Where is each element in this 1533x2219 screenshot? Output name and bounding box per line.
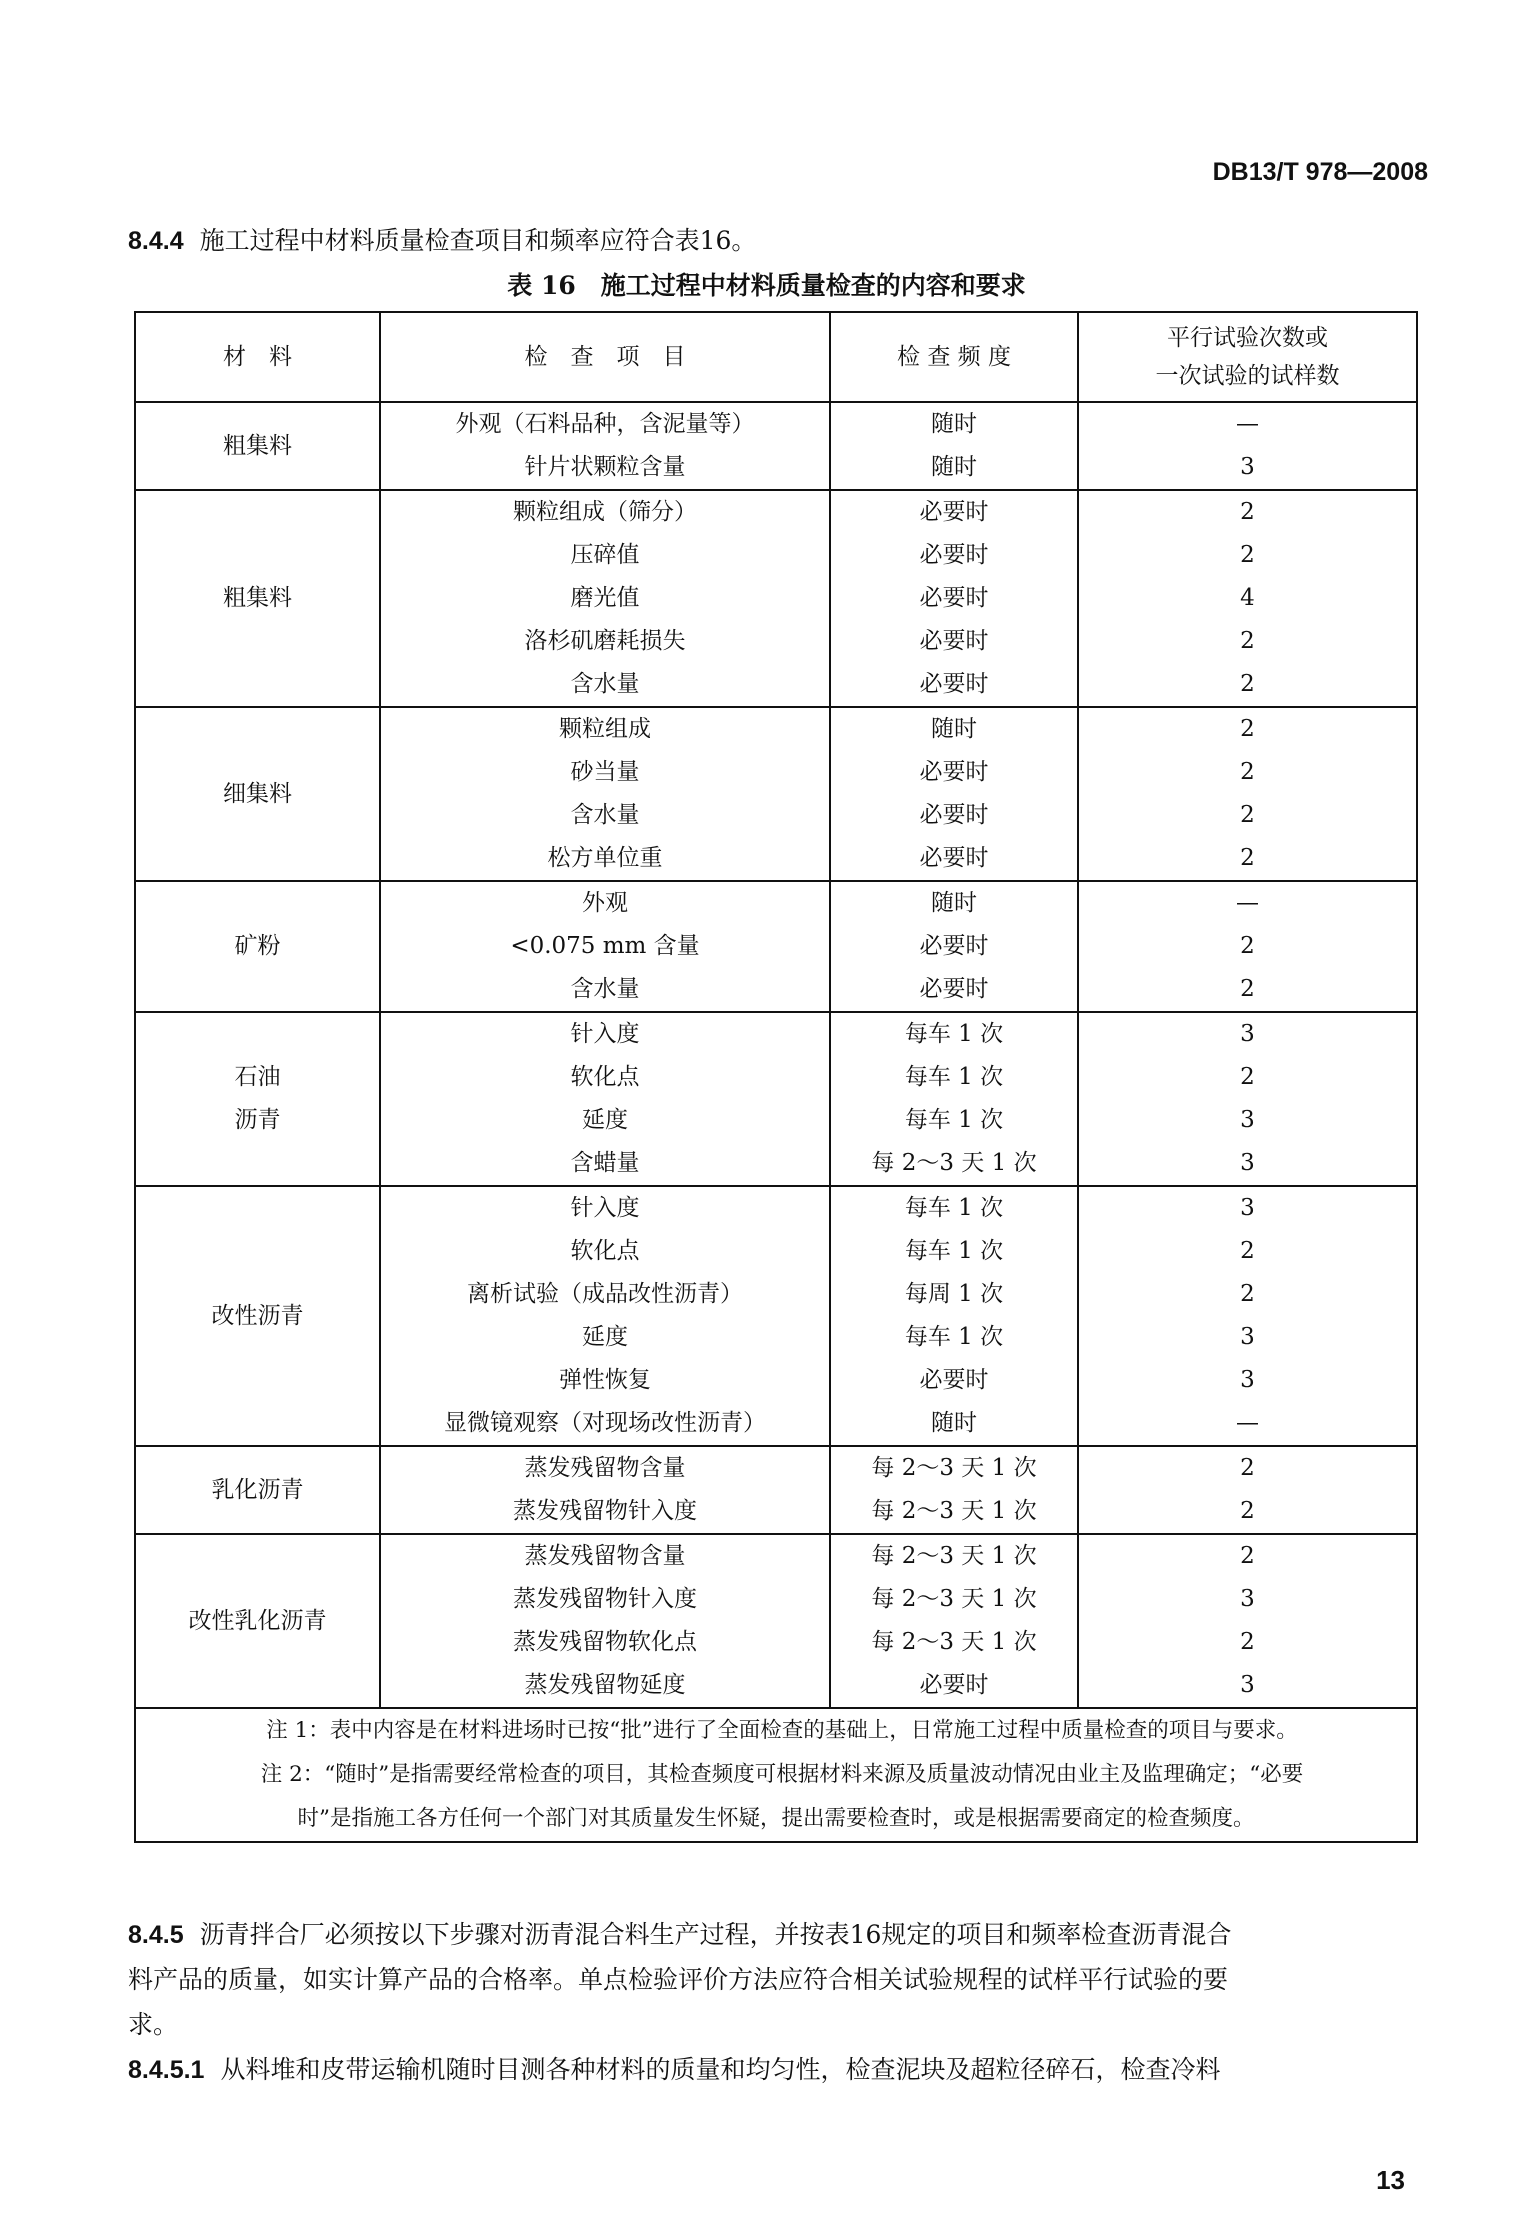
frequency-cell [830, 1446, 1078, 1534]
table-row-group [135, 1534, 1417, 1708]
freq-text: 必要时 [919, 1367, 989, 1393]
frequency-cell [830, 881, 1078, 1012]
count-cell [1078, 1186, 1417, 1446]
table-row-group [135, 1012, 1417, 1186]
frequency-cell [830, 402, 1078, 490]
item-cell [380, 1446, 830, 1534]
frequency-cell [830, 1534, 1078, 1708]
count-cell [1078, 1446, 1417, 1534]
count-text: 3 [1240, 1672, 1255, 1698]
table-row-group [135, 1446, 1417, 1534]
freq-text: 必要时 [919, 845, 989, 871]
count-cell [1078, 490, 1417, 707]
frequency-cell [830, 1186, 1078, 1446]
freq-text: 必要时 [919, 1672, 989, 1698]
count-text: 2 [1240, 628, 1255, 654]
count-text: 2 [1240, 759, 1255, 785]
freq-text: 每 2～3 天 1 次 [871, 1150, 1037, 1176]
count-text: — [1236, 890, 1259, 916]
count-cell [1078, 1012, 1417, 1186]
table-notes-row [135, 1708, 1417, 1842]
count-text: 2 [1240, 1064, 1255, 1090]
count-text: 2 [1240, 1238, 1255, 1264]
material-line2: 沥青 [234, 1107, 281, 1133]
item-cell [380, 1534, 830, 1708]
header-item: 检 查 项 目 [380, 312, 830, 402]
count-text: 2 [1240, 845, 1255, 871]
clause-number: 8.4.4 [128, 227, 184, 255]
frequency-cell [830, 1012, 1078, 1186]
table-notes [135, 1708, 1417, 1842]
count-text: 3 [1240, 1021, 1255, 1047]
clause-number: 8.4.5 [128, 1921, 184, 1949]
clause-text: 从料堆和皮带运输机随时目测各种材料的质量和均匀性，检查泥块及超粒径碎石，检查冷料 [220, 2055, 1221, 2084]
material-cell: 矿粉 [135, 881, 380, 1012]
freq-text: 随时 [931, 716, 977, 742]
count-text: 2 [1240, 1543, 1255, 1569]
table-row-group [135, 490, 1417, 707]
item-text: 含水量 [570, 802, 640, 828]
table-row-group [135, 707, 1417, 881]
frequency-cell [830, 707, 1078, 881]
item-cell [380, 402, 830, 490]
header-sample-count [1078, 312, 1417, 402]
clause-number: 8.4.5.1 [128, 2056, 205, 2084]
count-text: 2 [1240, 716, 1255, 742]
freq-text: 必要时 [919, 542, 989, 568]
item-text: 压碎值 [570, 542, 640, 568]
clause-8-4-4 [128, 218, 1418, 264]
header-count-line2: 一次试验的试样数 [1155, 363, 1340, 389]
item-text: <0.075 mm 含量 [510, 933, 700, 959]
item-text: 蒸发残留物延度 [524, 1672, 686, 1698]
freq-text: 必要时 [919, 976, 989, 1002]
freq-text: 必要时 [919, 585, 989, 611]
material-cell: 粗集料 [135, 402, 380, 490]
count-text: — [1236, 411, 1259, 437]
item-text: 软化点 [570, 1238, 640, 1264]
count-text: 2 [1240, 976, 1255, 1002]
item-text: 磨光值 [570, 585, 640, 611]
item-text: 针入度 [570, 1021, 640, 1047]
inspection-table [134, 311, 1418, 1843]
note-2-line1: 注 2：“随时”是指需要经常检查的项目，其检查频度可根据材料来源及质量波动情况由业主及监理确定；“必要 [260, 1762, 1304, 1787]
item-cell [380, 707, 830, 881]
item-text: 含水量 [570, 671, 640, 697]
count-text: 3 [1240, 1195, 1255, 1221]
table-title: 表 16 施工过程中材料质量检查的内容和要求 [507, 271, 1026, 300]
standard-code: DB13/T 978—2008 [1212, 158, 1428, 186]
item-text: 延度 [582, 1324, 628, 1350]
freq-text: 随时 [931, 454, 977, 480]
count-text: 2 [1240, 1629, 1255, 1655]
item-text: 弹性恢复 [559, 1367, 651, 1393]
clause-8-4-5-line2: 料产品的质量，如实计算产品的合格率。单点检验评价方法应符合相关试验规程的试样平行试验的要 [128, 1965, 1229, 1994]
item-text: 颗粒组成（筛分） [513, 499, 697, 525]
freq-text: 随时 [931, 890, 977, 916]
clause-8-4-5-1 [128, 2047, 1418, 2093]
item-text: 蒸发残留物软化点 [513, 1629, 697, 1655]
count-cell [1078, 707, 1417, 881]
item-text: 蒸发残留物含量 [524, 1543, 686, 1569]
item-text: 蒸发残留物针入度 [513, 1586, 697, 1612]
item-text: 蒸发残留物针入度 [513, 1498, 697, 1524]
item-text: 砂当量 [570, 759, 640, 785]
count-text: 2 [1240, 499, 1255, 525]
count-text: 2 [1240, 542, 1255, 568]
material-cell: 细集料 [135, 707, 380, 881]
count-text: 3 [1240, 1367, 1255, 1393]
material-cell: 改性沥青 [135, 1186, 380, 1446]
clause-8-4-5-line1 [128, 1912, 1418, 1958]
material-line1: 石油 [234, 1064, 281, 1090]
freq-text: 每车 1 次 [904, 1107, 1004, 1133]
clause-text: 沥青拌合厂必须按以下步骤对沥青混合料生产过程，并按表16规定的项目和频率检查沥青混合 [199, 1920, 1232, 1949]
item-text: 颗粒组成 [559, 716, 651, 742]
table-row-group [135, 881, 1417, 1012]
item-text: 软化点 [570, 1064, 640, 1090]
item-text: 含水量 [570, 976, 640, 1002]
item-text: 离析试验（成品改性沥青） [467, 1281, 743, 1307]
item-text: 蒸发残留物含量 [524, 1455, 686, 1481]
count-text: 2 [1240, 933, 1255, 959]
freq-text: 每 2～3 天 1 次 [871, 1455, 1037, 1481]
item-text: 显微镜观察（对现场改性沥青） [444, 1410, 766, 1436]
count-text: 3 [1240, 1107, 1255, 1133]
count-text: 2 [1240, 802, 1255, 828]
freq-text: 随时 [931, 1410, 977, 1436]
item-text: 含蜡量 [570, 1150, 640, 1176]
freq-text: 必要时 [919, 628, 989, 654]
count-cell [1078, 402, 1417, 490]
freq-text: 每 2～3 天 1 次 [871, 1629, 1037, 1655]
material-cell [135, 1012, 380, 1186]
header-count-line1: 平行试验次数或 [1167, 325, 1328, 351]
material-cell: 乳化沥青 [135, 1446, 380, 1534]
count-text: 2 [1240, 671, 1255, 697]
count-text: 3 [1240, 1586, 1255, 1612]
item-cell [380, 881, 830, 1012]
note-1: 注 1：表中内容是在材料进场时已按“批”进行了全面检查的基础上，日常施工过程中质量检查的项目与要求。 [266, 1718, 1298, 1743]
note-2-line2: 时”是指施工各方任何一个部门对其质量发生怀疑，提出需要检查时，或是根据需要商定的检查频度。 [297, 1806, 1255, 1831]
item-text: 延度 [582, 1107, 628, 1133]
count-text: 3 [1240, 1150, 1255, 1176]
count-text: 2 [1240, 1281, 1255, 1307]
table-header-row [135, 312, 1417, 402]
clause-text: 施工过程中材料质量检查项目和频率应符合表16。 [199, 226, 757, 255]
item-text: 外观（石料品种，含泥量等） [455, 411, 755, 437]
freq-text: 每车 1 次 [904, 1238, 1004, 1264]
count-text: 3 [1240, 1324, 1255, 1350]
freq-text: 必要时 [919, 671, 989, 697]
count-text: 2 [1240, 1455, 1255, 1481]
count-text: — [1236, 1410, 1259, 1436]
item-text: 针片状颗粒含量 [524, 454, 686, 480]
item-cell [380, 1186, 830, 1446]
page-number: 13 [1376, 2165, 1405, 2195]
freq-text: 每车 1 次 [904, 1195, 1004, 1221]
freq-text: 每 2～3 天 1 次 [871, 1498, 1037, 1524]
freq-text: 随时 [931, 411, 977, 437]
table-row-group [135, 402, 1417, 490]
count-text: 4 [1240, 585, 1255, 611]
header-frequency: 检 查 频 度 [830, 312, 1078, 402]
item-text: 松方单位重 [547, 845, 663, 871]
count-cell [1078, 881, 1417, 1012]
item-cell [380, 1012, 830, 1186]
item-cell [380, 490, 830, 707]
freq-text: 每车 1 次 [904, 1064, 1004, 1090]
material-cell: 改性乳化沥青 [135, 1534, 380, 1708]
count-text: 2 [1240, 1498, 1255, 1524]
frequency-cell [830, 490, 1078, 707]
freq-text: 每车 1 次 [904, 1021, 1004, 1047]
freq-text: 必要时 [919, 759, 989, 785]
count-text: 3 [1240, 454, 1255, 480]
freq-text: 必要时 [919, 499, 989, 525]
table-row-group [135, 1186, 1417, 1446]
freq-text: 每 2～3 天 1 次 [871, 1586, 1037, 1612]
item-text: 针入度 [570, 1195, 640, 1221]
freq-text: 必要时 [919, 802, 989, 828]
freq-text: 每车 1 次 [904, 1324, 1004, 1350]
freq-text: 每周 1 次 [904, 1281, 1004, 1307]
clause-8-4-5-line3: 求。 [128, 2010, 179, 2039]
item-text: 洛杉矶磨耗损失 [524, 628, 686, 654]
item-text: 外观 [582, 890, 628, 916]
freq-text: 必要时 [919, 933, 989, 959]
count-cell [1078, 1534, 1417, 1708]
freq-text: 每 2～3 天 1 次 [871, 1543, 1037, 1569]
material-cell: 粗集料 [135, 490, 380, 707]
header-material: 材 料 [135, 312, 380, 402]
